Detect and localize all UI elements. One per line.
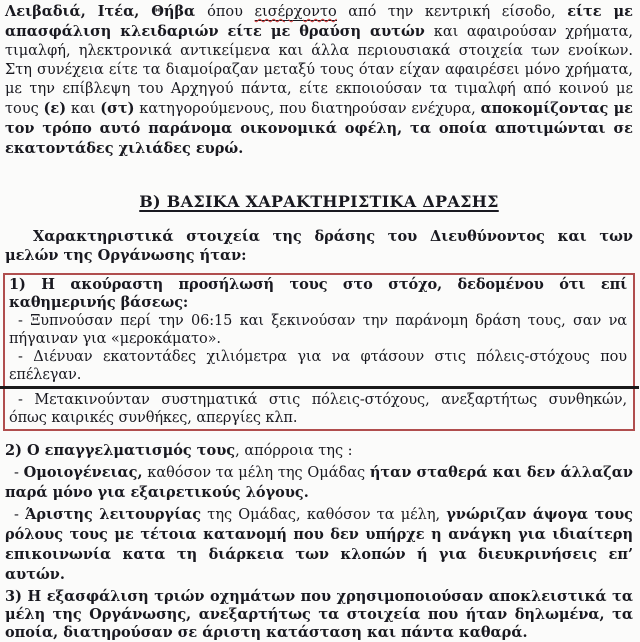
text-segment: 2) Ο επαγγελματισμός τους xyxy=(5,442,236,459)
text-segment: γνώριζαν άψογα τους ρόλους τους με τέτοια κατανομή που δεν υπήρχε η ανάγκη για ιδιαίτερη επικοινωνία κατα τη διάρκεια των κλοπών ή για διευκρινήσεις επ’ αυτών. xyxy=(5,506,633,583)
opening-paragraph xyxy=(5,2,633,159)
section-heading-text: Β) ΒΑΣΙΚΑ ΧΑΡΑΚΤΗΡΙΣΤΙΚΑ ΔΡΑΣΗΣ xyxy=(139,192,499,211)
text-segment: ήταν σταθερά και δεν άλλαζαν παρά μόνο για εξαιρετικούς λόγους. xyxy=(5,464,633,501)
text-segment: - xyxy=(14,465,24,481)
text-segment: (ε) xyxy=(43,100,67,117)
feature-2-title xyxy=(5,441,633,461)
feature-1-bullet-3: - Μετακινούνταν συστηματικά στις πόλεις-στόχους, ανεξαρτήτως συνθηκών, όπως καιρικές συνθήκες, απεργίες κλπ. xyxy=(9,392,627,426)
text-segment: , απόρροια της : xyxy=(235,443,353,459)
divider-line xyxy=(0,386,639,389)
text-segment: από την κεντρική είσοδο, xyxy=(336,4,568,20)
text-segment: κατηγορούμενους, που διατηρούσαν ενέχυρα, xyxy=(134,101,481,117)
text-segment: είτε με απασφάλιση κλειδαριών είτε με θραύση αυτών xyxy=(5,3,633,40)
text-segment: όπου xyxy=(207,4,255,20)
text-segment: Άριστης λειτουργίας xyxy=(25,506,202,523)
text-segment: Χαρακτηριστικά στοιχεία της δράσης του Διευθύνοντος και των μελών της Οργάνωσης ήταν: xyxy=(5,228,633,264)
text-segment: της Ομάδας, καθόσον τα μέλη, xyxy=(201,507,447,523)
text-segment: - xyxy=(14,507,26,523)
feature-1-bullet-1: - Ξυπνούσαν περί την 06:15 και ξεκινούσαν την παράνομη δράση τους, σαν να πήγαιναν για «μεροκάματο». xyxy=(9,313,627,347)
text-segment: 1) Η ακούραστη προσήλωσή τους στο στόχο, δεδομένου ότι επί καθημερινής βάσεως: xyxy=(9,276,627,311)
text-segment: (στ) xyxy=(100,100,135,117)
text-segment: καθόσον τα μέλη της Ομάδας xyxy=(142,465,370,481)
feature-1-bullet-2: - Διένυαν εκατοντάδες χιλιόμετρα για να φτάσουν στις πόλεις-στόχους που επέλεγαν. xyxy=(9,349,627,383)
text-segment: Λειβαδιά, Ιτέα, Θήβα xyxy=(5,3,208,20)
feature-1-title xyxy=(9,276,627,312)
text-segment: Ομοιογένειας, xyxy=(23,464,143,481)
text-segment: αποκομίζοντας με τον τρόπο αυτό παράνομα οικονομικά οφέλη, τα οποία αποτιμώνται σε εκατοντάδες χιλιάδες ευρώ. xyxy=(5,100,634,157)
feature-2-bullet-1 xyxy=(5,463,633,503)
text-segment: 3) Η εξασφάλιση τριών οχημάτων που χρησιμοποιούσαν αποκλειστικά τα μέλη της Οργάνωσης, ανεξαρτήτως τα στοιχεία που ήταν δηλωμένα, τα οποία, διατηρούσαν σε άριστη κατάσταση και πάντα καθαρά. xyxy=(5,588,633,641)
characteristics-intro xyxy=(5,227,633,265)
section-heading xyxy=(5,192,633,211)
highlight-box-feature-1 xyxy=(3,273,635,431)
text-segment: και αφαιρούσαν χρήματα, τιμαλφή, ηλεκτρονικά αντικείμενα και άλλα περιουσιακά στοιχεία των ενοίκων. Στη συνέχεια είτε τα διαμοίραζαν μεταξύ τους όταν είχαν αφαιρέσει μόνο χρήματα, με την επίβλεψη του Αρχηγού πάντα, είτε εκποιούσαν τα τιμαλφή από κοινού με τους xyxy=(5,24,634,117)
text-segment: και xyxy=(66,101,101,117)
feature-3-paragraph xyxy=(5,588,633,642)
text-segment: εισέρχοντο xyxy=(254,4,337,20)
feature-2-bullet-2 xyxy=(5,505,633,585)
